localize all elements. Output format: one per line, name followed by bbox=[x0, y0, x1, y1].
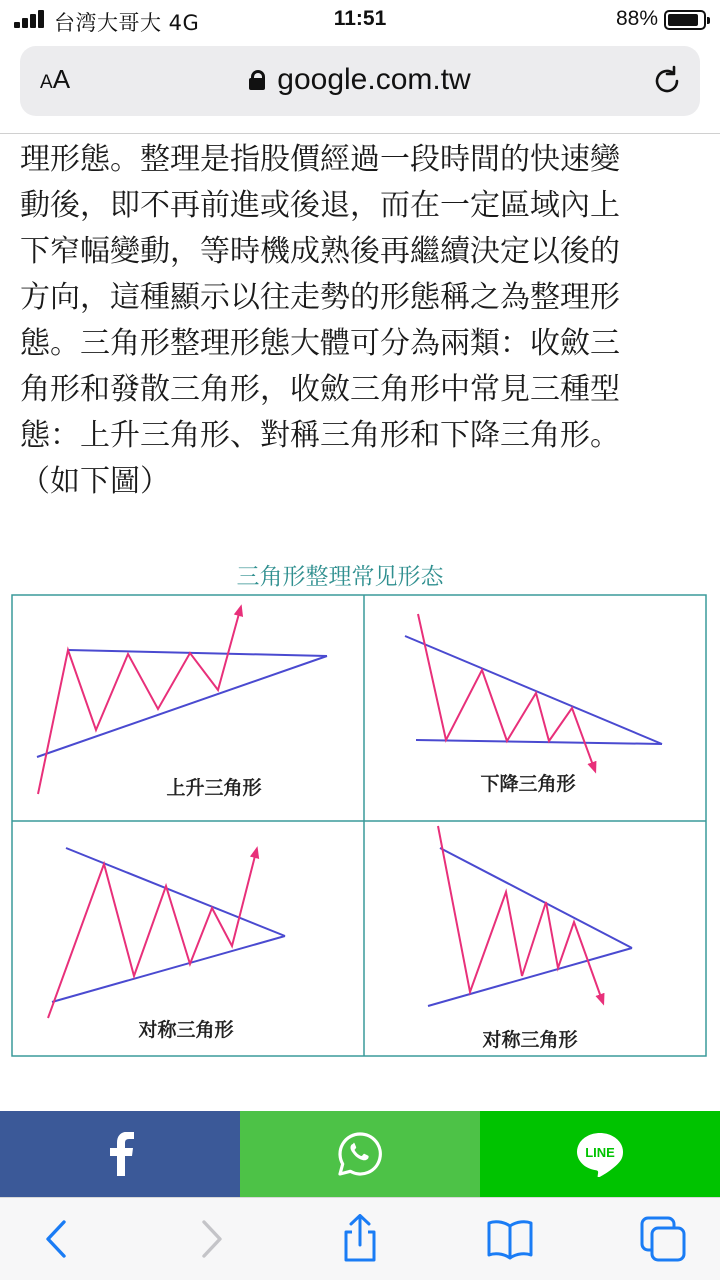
article-body bbox=[20, 137, 700, 505]
facebook-icon bbox=[105, 1132, 135, 1176]
domain-text: google.com.tw bbox=[277, 63, 471, 96]
article-line: （如下圖） bbox=[20, 464, 170, 499]
forward-arrow-icon[interactable] bbox=[186, 1214, 236, 1264]
article-line: 方向，這種顯示以往走勢的形態稱之為整理形 bbox=[20, 280, 620, 315]
upper-trend-line bbox=[66, 848, 285, 936]
share-bar bbox=[0, 1111, 720, 1197]
status-bar bbox=[0, 0, 720, 40]
share-icon[interactable] bbox=[335, 1214, 385, 1264]
support-line bbox=[37, 656, 327, 757]
lock-icon bbox=[249, 70, 265, 90]
panel-caption: 下降三角形 bbox=[480, 773, 576, 795]
line-icon-label: LINE bbox=[585, 1145, 615, 1160]
browser-toolbar bbox=[0, 1197, 720, 1280]
text-size-button[interactable]: AA bbox=[40, 64, 71, 94]
divider bbox=[0, 133, 720, 134]
price-path bbox=[48, 852, 256, 1018]
panel-caption: 上升三角形 bbox=[166, 777, 262, 799]
back-arrow-icon[interactable] bbox=[32, 1214, 82, 1264]
figure-frame bbox=[12, 595, 706, 1056]
url-display[interactable] bbox=[20, 63, 700, 97]
figure-title: 三角形整理常见形态 bbox=[236, 564, 444, 590]
support-line bbox=[416, 740, 662, 744]
bookmarks-icon[interactable] bbox=[485, 1214, 535, 1264]
battery-percent: 88% bbox=[615, 7, 658, 30]
article-line: 角形和發散三角形，收斂三角形中常見三種型 bbox=[20, 372, 620, 407]
article-line: 態。三角形整理形態大體可分為兩類：收斂三 bbox=[20, 326, 620, 361]
price-path bbox=[438, 826, 602, 1000]
panel-symmetrical-triangle-up bbox=[48, 848, 285, 1041]
clock: 11:51 bbox=[333, 7, 387, 30]
panel-caption: 对称三角形 bbox=[138, 1019, 234, 1041]
line-icon bbox=[575, 1131, 625, 1177]
battery-icon bbox=[664, 10, 706, 30]
carrier-label: 台湾大哥大 4G bbox=[54, 11, 200, 35]
triangle-patterns-figure bbox=[0, 556, 720, 1066]
address-bar[interactable] bbox=[20, 46, 700, 116]
panel-ascending-triangle bbox=[37, 610, 327, 799]
article-line: 態：上升三角形、對稱三角形和下降三角形。 bbox=[20, 418, 620, 453]
tabs-icon[interactable] bbox=[638, 1214, 688, 1264]
article-line: 動後，即不再前進或後退，而在一定區域內上 bbox=[20, 188, 620, 223]
panel-caption: 对称三角形 bbox=[482, 1029, 578, 1051]
line-share-button[interactable] bbox=[480, 1111, 720, 1197]
price-path bbox=[418, 614, 594, 768]
article-line: 理形態。整理是指股價經過一段時間的快速變 bbox=[20, 142, 620, 177]
resistance-line bbox=[68, 650, 327, 656]
panel-symmetrical-triangle-down bbox=[428, 826, 632, 1051]
whatsapp-share-button[interactable] bbox=[240, 1111, 480, 1197]
article-line: 下窄幅變動，等時機成熟後再繼續決定以後的 bbox=[20, 234, 620, 269]
price-path bbox=[38, 610, 240, 794]
panel-descending-triangle bbox=[405, 614, 662, 795]
reload-icon[interactable] bbox=[650, 64, 684, 98]
facebook-share-button[interactable] bbox=[0, 1111, 240, 1197]
whatsapp-icon bbox=[337, 1131, 383, 1177]
lower-trend-line bbox=[52, 936, 285, 1002]
